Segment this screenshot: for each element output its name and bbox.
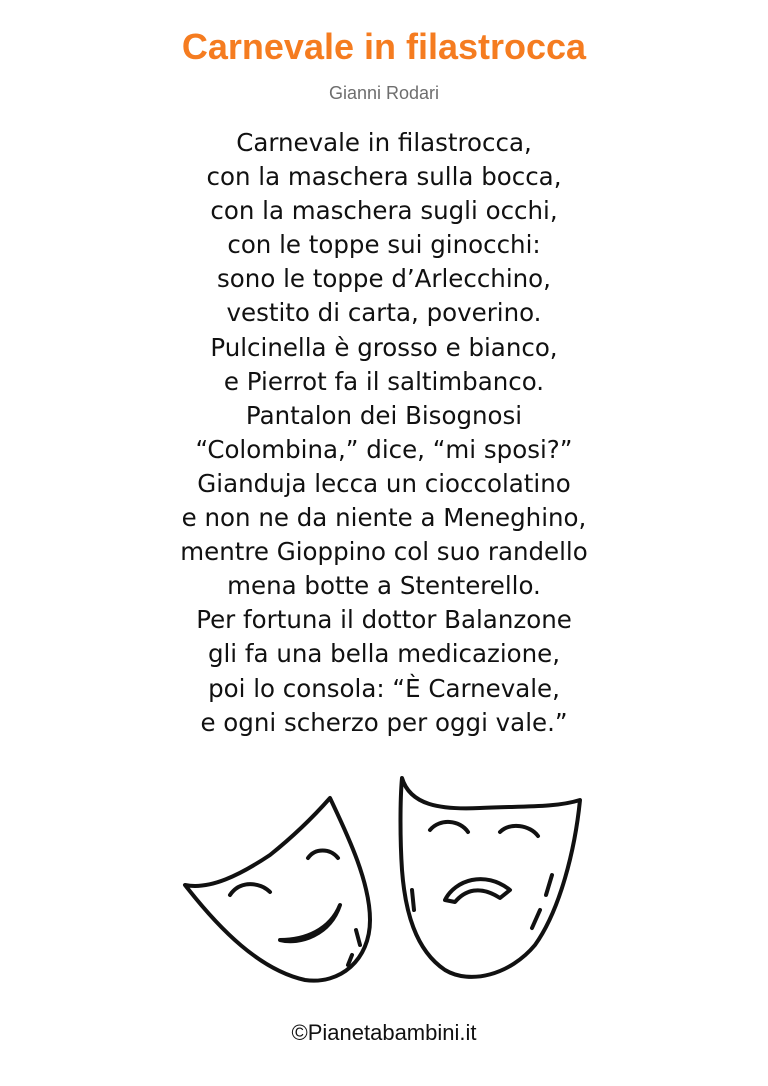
poem-line: con la maschera sulla bocca, [206,162,562,192]
poem-line: con la maschera sugli occhi, [210,196,558,226]
comedy-mask-icon [185,798,370,981]
poem-line: sono le toppe d’Arlecchino, [217,264,551,294]
poem-line: Pulcinella è grosso e bianco, [210,332,558,362]
poem-line: poi lo consola: “È Carnevale, [208,673,560,703]
poem-line: mena botte a Stenterello. [227,571,541,601]
site-name: Pianetabambini.it [307,1020,477,1045]
poem-line: Gianduja lecca un cioccolatino [197,468,571,498]
poem-line: e ogni scherzo per oggi vale.” [200,707,568,737]
poem-line: con le toppe sui ginocchi: [227,230,541,260]
copyright-icon: © [291,1020,308,1045]
poem-line: Pantalon dei Bisognosi [245,400,523,430]
tragedy-mask-icon [401,778,581,977]
poem-line: Per fortuna il dottor Balanzone [196,605,572,635]
theater-masks-illustration [180,770,590,990]
poem [0,126,768,740]
footer-credit [0,1020,768,1046]
author: Gianni Rodari [328,83,440,103]
poem-line: e non ne da niente a Meneghino, [181,503,587,533]
poem-line: Carnevale in filastrocca, [236,128,532,157]
poem-line: mentre Gioppino col suo randello [180,537,588,567]
poem-line: “Colombina,” dice, “mi sposi?” [195,434,573,464]
poem-line: vestito di carta, poverino. [226,298,542,328]
poem-line: gli fa una bella medicazione, [207,639,561,669]
poem-line: e Pierrot fa il saltimbanco. [223,366,545,396]
page-title: Carnevale in filastrocca [181,26,587,67]
